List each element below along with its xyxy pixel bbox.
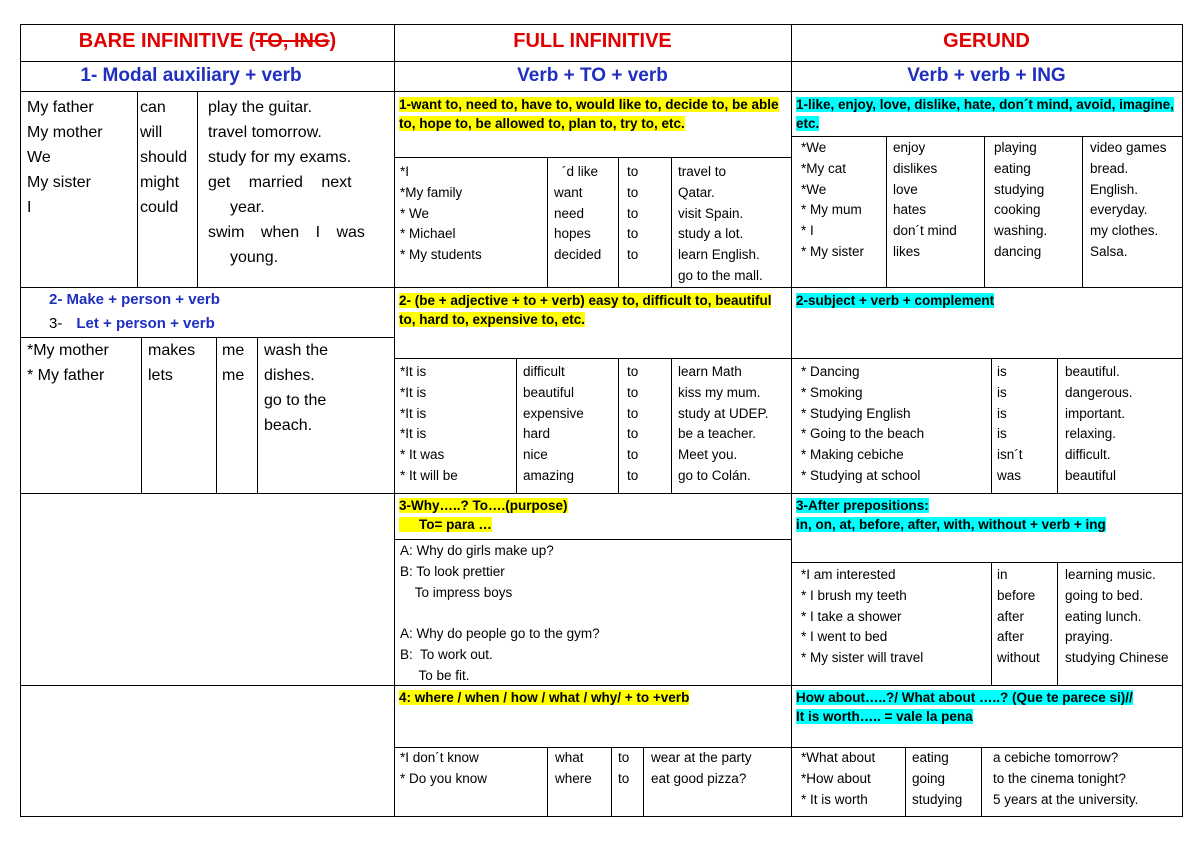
gerund-s2-c1: [801, 362, 924, 487]
full-s2-cell: *It is: [400, 426, 427, 442]
gerund-s1-title-text: 1-like, enjoy, love, dislike, hate, don´t mind, avoid, imagine, etc.: [796, 97, 1174, 131]
full-s2-c1: [400, 362, 458, 487]
full-s4-vline-2: [611, 747, 612, 817]
gerund-s1-cell: *We: [801, 181, 827, 197]
gerund-s2-hline: [791, 358, 1182, 359]
gerund-s1-cell: dislikes: [893, 160, 938, 176]
full-s2-title-text: 2- (be + adjective + to + verb) easy to, difficult to, beautiful to, hard to, expensive to, etc.: [399, 293, 772, 327]
bare-verb: swim when I was: [208, 224, 365, 241]
gerund-s2-cell: * Going to the beach: [801, 426, 925, 442]
gerund-s3-hline: [791, 562, 1182, 563]
full-s2-vline-1: [516, 358, 517, 493]
full-s4-cell: what: [555, 750, 584, 765]
gerund-s1-cell: enjoy: [893, 140, 926, 155]
header-bare-infinitive: [21, 30, 394, 53]
full-s4-c2: [555, 748, 592, 790]
full-s1-vline-1: [547, 157, 548, 287]
bare-verb: get married next: [208, 174, 352, 191]
gerund-s2-cell: is: [997, 364, 1007, 379]
bare-s1-modals: [140, 95, 187, 220]
gerund-s1-cell: * My mum: [801, 202, 862, 218]
gerund-s2-cell: isn´t: [997, 447, 1023, 463]
gerund-s1-cell: dancing: [994, 243, 1042, 259]
full-s3-line: To be fit.: [400, 667, 470, 683]
gerund-s2-cell: * Dancing: [801, 364, 860, 379]
full-s3-line: A: Why do people go to the gym?: [400, 626, 600, 642]
bare-s2-verbs: [148, 338, 195, 388]
bare-s2-rest: [264, 338, 328, 438]
gerund-s3-c2: [997, 565, 1040, 669]
full-s1-cell: ´d like: [562, 164, 599, 179]
gerund-s4-cell: a cebiche tomorrow?: [993, 750, 1119, 765]
gerund-s4-cell: eating: [912, 750, 949, 765]
full-s2-cell: be a teacher.: [678, 426, 757, 442]
full-s2-c2: [523, 362, 584, 487]
divider-col-2: [791, 25, 792, 817]
bare-s2-rest-line: beach.: [264, 417, 313, 434]
full-s1-title-text: 1-want to, need to, have to, would like to, decide to, be able to, hope to, be allowed to, plan to, try to, etc.: [399, 97, 779, 131]
gerund-s4-cell: *What about: [801, 750, 876, 765]
bare-s2-rest-line: go to the: [264, 392, 327, 409]
bare-s2-title-make: 2- Make + person + verb: [49, 291, 220, 308]
full-s2-hline: [394, 358, 791, 359]
gerund-s1-hline: [791, 136, 1182, 137]
grammar-chart: [20, 24, 1183, 817]
bare-s2-vline-1: [141, 337, 142, 493]
divider-row-2: [21, 493, 1182, 494]
gerund-s1-cell: studying: [994, 181, 1045, 197]
gerund-s1-c1: [801, 138, 864, 263]
full-s2-cell: to: [627, 364, 639, 379]
full-s4-cell: to: [618, 750, 630, 765]
full-s4-c4: [651, 748, 752, 790]
bare-subject: I: [27, 199, 32, 216]
gerund-s2-cell: important.: [1065, 405, 1126, 421]
gerund-s3-vline-1: [991, 562, 992, 685]
gerund-s4-cell: * It is worth: [801, 791, 868, 807]
gerund-s1-cell: * I: [801, 223, 814, 239]
gerund-s1-title: [796, 95, 1178, 133]
full-s1-cell: go to the mall.: [678, 267, 763, 283]
bare-subject: My father: [27, 99, 94, 116]
full-s1-cell: * My students: [400, 247, 482, 263]
gerund-s1-cell: playing: [994, 140, 1037, 155]
divider-col-1: [394, 25, 395, 817]
gerund-s2-cell: * Studying at school: [801, 467, 921, 483]
gerund-s2-cell: is: [997, 426, 1007, 442]
gerund-s4-title: [796, 688, 1133, 726]
full-s1-cell: to: [627, 184, 639, 200]
full-s1-cell: visit Spain.: [678, 205, 744, 221]
full-s2-cell: * It will be: [400, 467, 458, 483]
gerund-s3-cell: going to bed.: [1065, 587, 1144, 603]
full-s2-cell: * It was: [400, 447, 445, 463]
gerund-s1-cell: * My sister: [801, 243, 865, 259]
full-s1-cell: *I: [400, 164, 410, 179]
full-s2-cell: to: [627, 405, 639, 421]
bare-s2-title-let-text: Let + person + verb: [76, 315, 215, 332]
full-s3-line: To impress boys: [400, 584, 513, 600]
full-s3-line: B: To look prettier: [400, 563, 505, 579]
bare-verb: year.: [230, 199, 265, 216]
divider-row-3: [21, 685, 1182, 686]
gerund-s4-cell: 5 years at the university.: [993, 791, 1139, 807]
full-s3-title-line2: To= para …: [399, 517, 492, 532]
bare-modal: should: [140, 149, 188, 166]
gerund-s3-cell: without: [997, 650, 1040, 666]
full-s1-cell: to: [627, 247, 639, 263]
full-s3-title: [399, 496, 568, 534]
divider-subheader: [21, 91, 1182, 92]
gerund-s3-cell: in: [997, 567, 1008, 582]
gerund-s2-cell: dangerous.: [1065, 384, 1133, 400]
gerund-s4-cell: *How about: [801, 770, 871, 786]
full-s1-vline-3: [671, 157, 672, 287]
full-s1-cell: study a lot.: [678, 226, 744, 242]
full-s1-c3: [627, 162, 638, 266]
gerund-s4-c1: [801, 748, 875, 810]
full-s1-cell: * We: [400, 205, 430, 221]
full-s3-hline: [394, 539, 791, 540]
gerund-s3-cell: * I take a shower: [801, 608, 902, 624]
full-s2-title: [399, 291, 787, 329]
gerund-s1-cell: eating: [994, 160, 1031, 176]
full-s1-cell: to: [627, 226, 639, 242]
full-s2-cell: *It is: [400, 364, 427, 379]
gerund-s3-c3: [1065, 565, 1169, 669]
full-s2-cell: learn Math: [678, 364, 742, 379]
gerund-s1-cell: hates: [893, 202, 927, 218]
gerund-s4-title-line1: How about…..?/ What about …..? (Que te parece si)//: [796, 690, 1133, 705]
gerund-s4-c3: [993, 748, 1138, 810]
header-full-infinitive: FULL INFINITIVE: [513, 30, 672, 52]
gerund-s4-cell: studying: [912, 791, 963, 807]
full-s2-cell: to: [627, 384, 639, 400]
full-s4-cell: * Do you know: [400, 770, 488, 786]
gerund-s1-cell: love: [893, 181, 918, 197]
gerund-s1-cell: *We: [801, 140, 827, 155]
bare-s1-subjects: [27, 95, 103, 220]
gerund-s2-cell: beautiful.: [1065, 364, 1120, 379]
bare-subject: My mother: [27, 124, 103, 141]
gerund-s3-cell: studying Chinese: [1065, 650, 1169, 666]
gerund-s1-cell: *My cat: [801, 160, 847, 176]
gerund-s3-c1: [801, 565, 923, 669]
gerund-s1-cell: washing.: [994, 223, 1048, 239]
full-s4-cell: where: [555, 770, 592, 786]
full-s1-cell: decided: [554, 247, 602, 263]
gerund-s1-cell: bread.: [1090, 160, 1129, 176]
gerund-s3-cell: after: [997, 629, 1025, 645]
bare-modal: could: [140, 199, 179, 216]
bare-s2-rest-line: wash the: [264, 342, 329, 359]
header-bare-suffix: ): [329, 30, 337, 52]
full-s2-cell: amazing: [523, 467, 575, 483]
bare-s2-rest-line: dishes.: [264, 367, 315, 384]
gerund-s3-cell: *I am interested: [801, 567, 896, 582]
bare-s2-object: me: [222, 367, 245, 384]
full-s1-cell: want: [554, 184, 583, 200]
gerund-s2-vline-2: [1057, 358, 1058, 493]
gerund-s2-cell: difficult.: [1065, 447, 1111, 463]
gerund-s2-cell: beautiful: [1065, 467, 1117, 483]
bare-s2-subject: * My father: [27, 367, 105, 384]
bare-modal: can: [140, 99, 166, 116]
full-s2-cell: to: [627, 467, 639, 483]
full-s1-title: [399, 95, 787, 133]
gerund-s1-cell: Salsa.: [1090, 243, 1128, 259]
full-s2-cell: expensive: [523, 405, 584, 421]
gerund-s3-vline-2: [1057, 562, 1058, 685]
gerund-s2-vline-1: [991, 358, 992, 493]
full-s1-vline-2: [618, 157, 619, 287]
full-s2-cell: beautiful: [523, 384, 575, 400]
full-s2-vline-3: [671, 358, 672, 493]
bare-subject: My sister: [27, 174, 91, 191]
full-s4-title: [399, 688, 689, 707]
bare-subject: We: [27, 149, 51, 166]
full-s1-c2: [554, 162, 601, 266]
gerund-s4-cell: going: [912, 770, 946, 786]
full-s1-cell: * Michael: [400, 226, 456, 242]
gerund-s1-c2: [893, 138, 957, 263]
gerund-s3-cell: * I went to bed: [801, 629, 888, 645]
gerund-s1-cell: don´t mind: [893, 223, 957, 239]
gerund-s2-cell: is: [997, 384, 1007, 400]
full-s4-title-text: 4: where / when / how / what / why/ + to +verb: [399, 690, 690, 705]
full-s4-vline-3: [643, 747, 644, 817]
full-s2-cell: to: [627, 447, 639, 463]
gerund-s1-vline-1: [886, 136, 887, 287]
gerund-s2-c3: [1065, 362, 1133, 487]
bare-s2-object: me: [222, 342, 245, 359]
bare-modal: might: [140, 174, 180, 191]
full-s1-c1: [400, 162, 482, 266]
full-s2-cell: hard: [523, 426, 551, 442]
full-s4-cell: wear at the party: [651, 750, 752, 765]
gerund-s4-vline-1: [905, 747, 906, 817]
gerund-s1-cell: everyday.: [1090, 202, 1148, 218]
gerund-s4-title-line2: It is worth….. = vale la pena: [796, 709, 973, 724]
full-s4-cell: *I don´t know: [400, 750, 479, 765]
gerund-s1-c3: [994, 138, 1047, 263]
bare-s1-vline-2: [197, 91, 198, 287]
bare-s1-vline-1: [137, 91, 138, 287]
bare-s2-objects: [222, 338, 244, 388]
full-s1-cell: learn English.: [678, 247, 760, 263]
subheader-gerund: Verb + verb + ING: [907, 65, 1066, 86]
full-s3-line: B: To work out.: [400, 646, 493, 662]
bare-s2-vline-2: [216, 337, 217, 493]
gerund-s2-cell: is: [997, 405, 1007, 421]
full-s2-cell: study at UDEP.: [678, 405, 769, 421]
full-s1-cell: to: [627, 205, 639, 221]
full-s4-cell: to: [618, 770, 630, 786]
full-s1-cell: Qatar.: [678, 184, 715, 200]
gerund-s2-cell: * Making cebiche: [801, 447, 904, 463]
gerund-s2-c2: [997, 362, 1023, 487]
gerund-s2-cell: was: [997, 467, 1022, 483]
bare-s1-verbs: [208, 95, 388, 270]
full-s4-vline-1: [547, 747, 548, 817]
bare-verb: young.: [230, 249, 279, 266]
full-s4-c1: [400, 748, 487, 790]
gerund-s4-cell: to the cinema tonight?: [993, 770, 1126, 786]
header-gerund: GERUND: [943, 30, 1030, 52]
gerund-s1-c4: [1090, 138, 1167, 263]
full-s1-c4: [678, 162, 763, 287]
full-s1-cell: *My family: [400, 184, 463, 200]
gerund-s2-title-text: 2-subject + verb + complement: [796, 293, 995, 308]
gerund-s4-c2: [912, 748, 962, 810]
gerund-s3-cell: learning music.: [1065, 567, 1156, 582]
gerund-s1-cell: likes: [893, 243, 921, 259]
bare-modal: will: [140, 124, 163, 141]
full-s2-cell: to: [627, 426, 639, 442]
full-s2-cell: go to Colán.: [678, 467, 751, 483]
gerund-s1-vline-3: [1082, 136, 1083, 287]
full-s1-hline: [394, 157, 791, 158]
gerund-s2-title: [796, 291, 994, 310]
bare-s2-verb: makes: [148, 342, 196, 359]
bare-s2-title-let-num: 3-: [49, 315, 63, 332]
gerund-s3-title-line1: 3-After prepositions:: [796, 498, 929, 513]
gerund-s3-cell: after: [997, 608, 1025, 624]
full-s2-cell: *It is: [400, 405, 427, 421]
gerund-s3-cell: eating lunch.: [1065, 608, 1142, 624]
gerund-s1-cell: cooking: [994, 202, 1041, 218]
gerund-s3-cell: * My sister will travel: [801, 650, 924, 666]
full-s1-cell: travel to: [678, 164, 727, 179]
full-s1-cell: need: [554, 205, 585, 221]
gerund-s3-title-line2: in, on, at, before, after, with, without + verb + ing: [796, 517, 1106, 532]
bare-verb: study for my exams.: [208, 149, 352, 166]
gerund-s1-cell: video games: [1090, 140, 1167, 155]
bare-s2-subjects: [27, 338, 109, 388]
gerund-s3-title: [796, 496, 1106, 534]
full-s2-vline-2: [618, 358, 619, 493]
bare-verb: play the guitar.: [208, 99, 313, 116]
full-s3-title-line1: 3-Why…..? To….(purpose): [399, 498, 568, 513]
gerund-s4-vline-2: [981, 747, 982, 817]
full-s2-c3: [627, 362, 638, 487]
gerund-s2-cell: relaxing.: [1065, 426, 1117, 442]
subheader-full: Verb + TO + verb: [517, 65, 668, 86]
gerund-s3-cell: before: [997, 587, 1036, 603]
bare-s2-title-let: [49, 315, 215, 332]
full-s3-lines: [400, 541, 600, 687]
full-s1-cell: to: [627, 164, 639, 179]
full-s2-cell: difficult: [523, 364, 565, 379]
full-s2-cell: nice: [523, 447, 548, 463]
full-s3-line: A: Why do girls make up?: [400, 543, 554, 558]
gerund-s2-cell: * Smoking: [801, 384, 863, 400]
bare-s2-verb: lets: [148, 367, 173, 384]
header-bare-strike: TO, ING: [255, 30, 330, 52]
subheader-bare: 1- Modal auxiliary + verb: [80, 65, 302, 86]
full-s2-cell: kiss my mum.: [678, 384, 761, 400]
gerund-s1-cell: English.: [1090, 181, 1139, 197]
full-s4-c3: [618, 748, 629, 790]
divider-row-1: [21, 287, 1182, 288]
bare-s2-subject: *My mother: [27, 342, 109, 359]
gerund-s3-cell: * I brush my teeth: [801, 587, 907, 603]
gerund-s3-cell: praying.: [1065, 629, 1114, 645]
full-s3-line: [400, 603, 600, 624]
full-s2-cell: Meet you.: [678, 447, 738, 463]
bare-verb: travel tomorrow.: [208, 124, 322, 141]
full-s1-cell: hopes: [554, 226, 591, 242]
gerund-s1-cell: my clothes.: [1090, 223, 1159, 239]
bare-s2-vline-3: [257, 337, 258, 493]
full-s4-cell: eat good pizza?: [651, 770, 747, 786]
full-s2-c4: [678, 362, 769, 487]
full-s2-cell: *It is: [400, 384, 427, 400]
gerund-s2-cell: * Studying English: [801, 405, 911, 421]
divider-header: [21, 61, 1182, 62]
gerund-s1-vline-2: [984, 136, 985, 287]
header-bare-prefix: BARE INFINITIVE (: [78, 30, 256, 52]
